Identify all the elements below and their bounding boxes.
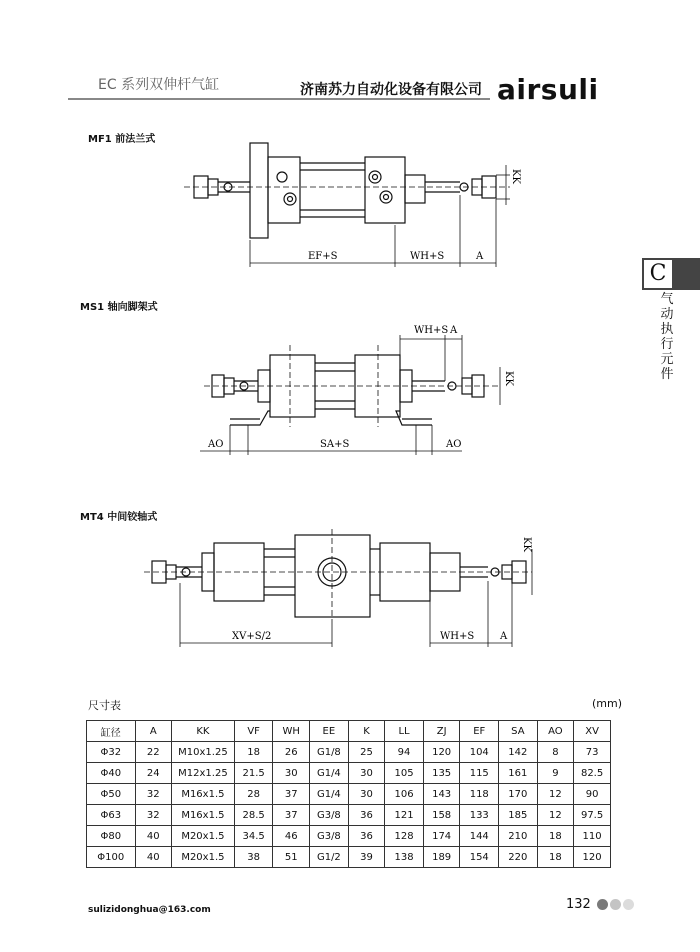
series-title: EC 系列双伸杆气缸 (98, 77, 220, 93)
table-cell: 38 (234, 847, 273, 868)
brand-logo: airsuli (497, 73, 599, 106)
table-cell: 220 (499, 847, 538, 868)
page-dot-1 (597, 899, 608, 910)
table-cell: 30 (348, 784, 385, 805)
table-row (87, 826, 611, 847)
table-cell: 26 (273, 742, 310, 763)
table-cell: 185 (499, 805, 538, 826)
table-cell: M16x1.5 (172, 784, 235, 805)
dim-wh-s: WH+S (414, 325, 449, 336)
dim-sa-s: SA+S (320, 439, 350, 450)
table-cell: 36 (348, 826, 385, 847)
col-header: 缸径 (87, 721, 136, 742)
table-cell: 28 (234, 784, 273, 805)
dim-ao-right: AO (446, 439, 462, 450)
table-cell: 110 (574, 826, 611, 847)
table-cell: 12 (537, 805, 574, 826)
table-row (87, 847, 611, 868)
table-cell: 154 (460, 847, 499, 868)
table-cell: G1/8 (310, 742, 349, 763)
dim-wh-s: WH+S (410, 251, 445, 262)
ms1-drawing (200, 315, 530, 455)
table-cell: 28.5 (234, 805, 273, 826)
table-cell: 30 (348, 763, 385, 784)
section-label-mt4: MT4 中间铰轴式 (80, 512, 158, 523)
section-tab-label: 气动执行元件 (660, 292, 674, 382)
mt4-drawing (140, 525, 540, 655)
dim-ao-left: AO (208, 439, 224, 450)
table-cell: 189 (423, 847, 460, 868)
col-header: ZJ (423, 721, 460, 742)
table-cell: 40 (135, 847, 172, 868)
table-cell: 115 (460, 763, 499, 784)
mf1-drawing (180, 135, 530, 275)
table-cell: 97.5 (574, 805, 611, 826)
table-cell: 9 (537, 763, 574, 784)
table-cell: 18 (537, 847, 574, 868)
table-row (87, 784, 611, 805)
table-cell: Φ50 (87, 784, 136, 805)
table-cell: M16x1.5 (172, 805, 235, 826)
table-cell: 143 (423, 784, 460, 805)
table-cell: 118 (460, 784, 499, 805)
page-number: 132 (566, 897, 591, 912)
dim-kk: KK (503, 371, 514, 386)
footer-email: sulizidonghua@163.com (88, 905, 211, 915)
table-cell: 18 (234, 742, 273, 763)
table-cell: 22 (135, 742, 172, 763)
page-dot-2 (610, 899, 621, 910)
section-label-mf1: MF1 前法兰式 (88, 134, 156, 145)
table-cell: 170 (499, 784, 538, 805)
col-header: SA (499, 721, 538, 742)
table-cell: 37 (273, 805, 310, 826)
table-cell: 128 (385, 826, 424, 847)
table-unit: (mm) (592, 697, 623, 710)
col-header: XV (574, 721, 611, 742)
table-cell: 135 (423, 763, 460, 784)
table-cell: 142 (499, 742, 538, 763)
col-header: A (135, 721, 172, 742)
table-cell: 120 (423, 742, 460, 763)
col-header: KK (172, 721, 235, 742)
table-cell: M20x1.5 (172, 847, 235, 868)
table-cell: 90 (574, 784, 611, 805)
table-cell: M10x1.25 (172, 742, 235, 763)
company-name: 济南苏力自动化设备有限公司 (300, 82, 482, 98)
table-cell: M20x1.5 (172, 826, 235, 847)
table-cell: 104 (460, 742, 499, 763)
table-row (87, 805, 611, 826)
table-cell: 82.5 (574, 763, 611, 784)
table-cell: 133 (460, 805, 499, 826)
table-title: 尺寸表 (88, 699, 121, 712)
table-cell: 158 (423, 805, 460, 826)
table-cell: 121 (385, 805, 424, 826)
dim-xv-s-2: XV+S/2 (232, 631, 272, 642)
section-label-ms1: MS1 轴向脚架式 (80, 302, 158, 313)
table-cell: Φ32 (87, 742, 136, 763)
table-cell: 94 (385, 742, 424, 763)
table-cell: 24 (135, 763, 172, 784)
table-row (87, 763, 611, 784)
table-cell: Φ63 (87, 805, 136, 826)
table-cell: G1/4 (310, 784, 349, 805)
table-cell: 105 (385, 763, 424, 784)
table-cell: Φ80 (87, 826, 136, 847)
table-cell: 32 (135, 805, 172, 826)
table-cell: 138 (385, 847, 424, 868)
table-cell: 37 (273, 784, 310, 805)
table-cell: 8 (537, 742, 574, 763)
table-cell: 144 (460, 826, 499, 847)
table-cell: 18 (537, 826, 574, 847)
dimension-table (86, 720, 611, 868)
col-header: K (348, 721, 385, 742)
table-cell: 51 (273, 847, 310, 868)
table-cell: 40 (135, 826, 172, 847)
table-cell: M12x1.25 (172, 763, 235, 784)
table-cell: 32 (135, 784, 172, 805)
page-dot-3 (623, 899, 634, 910)
table-cell: G3/8 (310, 826, 349, 847)
dim-a: A (450, 325, 458, 336)
col-header: WH (273, 721, 310, 742)
table-cell: 106 (385, 784, 424, 805)
table-cell: 21.5 (234, 763, 273, 784)
col-header: EE (310, 721, 349, 742)
table-cell: 73 (574, 742, 611, 763)
table-cell: 174 (423, 826, 460, 847)
dim-a: A (476, 251, 484, 262)
dim-a: A (500, 631, 508, 642)
table-cell: 46 (273, 826, 310, 847)
col-header: LL (385, 721, 424, 742)
table-cell: 25 (348, 742, 385, 763)
table-header-row (87, 721, 611, 742)
table-cell: 39 (348, 847, 385, 868)
table-cell: 36 (348, 805, 385, 826)
table-cell: 120 (574, 847, 611, 868)
table-cell: 34.5 (234, 826, 273, 847)
section-tab-letter: C (644, 260, 672, 288)
table-row (87, 742, 611, 763)
dim-kk: KK (510, 169, 521, 184)
header-rule (68, 98, 490, 100)
dim-ef-s: EF+S (308, 251, 338, 262)
table-cell: 30 (273, 763, 310, 784)
table-cell: G1/4 (310, 763, 349, 784)
col-header: VF (234, 721, 273, 742)
table-cell: G1/2 (310, 847, 349, 868)
table-cell: Φ100 (87, 847, 136, 868)
col-header: AO (537, 721, 574, 742)
table-cell: G3/8 (310, 805, 349, 826)
dim-kk: KK (521, 537, 532, 552)
table-cell: 210 (499, 826, 538, 847)
col-header: EF (460, 721, 499, 742)
table-cell: 12 (537, 784, 574, 805)
table-cell: 161 (499, 763, 538, 784)
dim-wh-s: WH+S (440, 631, 475, 642)
table-cell: Φ40 (87, 763, 136, 784)
